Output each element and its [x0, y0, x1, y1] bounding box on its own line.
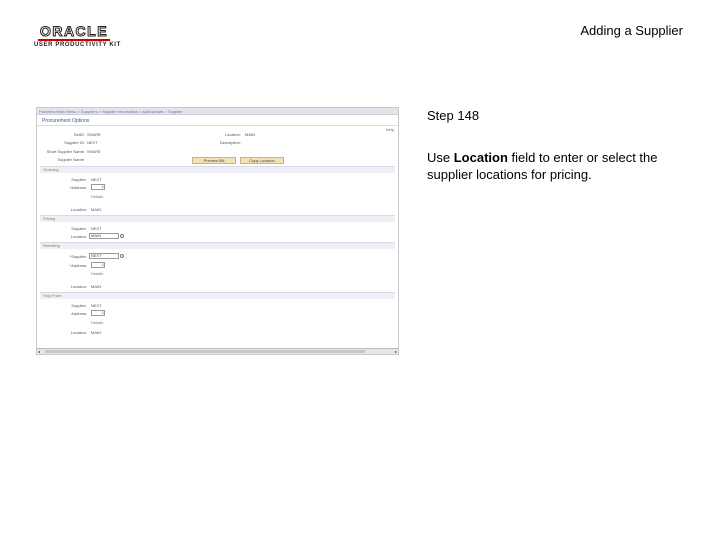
remitting-supplier-label: *Supplier: — [69, 254, 87, 259]
step-number: Step 148 — [427, 108, 480, 123]
application-screenshot — [36, 107, 399, 355]
scroll-left-icon[interactable]: ◂ — [38, 349, 41, 354]
section-remitting: Remitting — [40, 242, 395, 249]
remitting-address-label: *Address: — [69, 263, 87, 268]
preview-bill-button[interactable]: Preview Bill — [192, 157, 236, 164]
location-value: MAIN — [245, 132, 255, 137]
pricing-location-input[interactable]: MAIN — [89, 233, 119, 239]
step-instruction — [427, 149, 697, 183]
setid-label: SetID: — [73, 132, 85, 137]
scroll-right-icon[interactable]: ▸ — [394, 349, 397, 354]
help-link[interactable]: Help — [385, 127, 394, 132]
ordering-address-label: *Address: — [69, 185, 87, 190]
page-title: Adding a Supplier — [580, 23, 683, 38]
remitting-supplier-input[interactable]: NEXT — [89, 253, 119, 259]
short-name-label: Short Supplier Name: — [46, 149, 85, 154]
remitting-address-input[interactable]: 1 — [91, 262, 105, 268]
pricing-supplier-value: NEXT — [91, 226, 102, 231]
supplier-id-value: NEXT — [87, 140, 98, 145]
remitting-details-link[interactable]: Details — [91, 271, 104, 276]
shipfrom-details-link[interactable]: Details — [91, 320, 104, 325]
remitting-location-label: Location: — [70, 284, 87, 289]
divider — [37, 125, 398, 126]
pricing-supplier-label: Supplier: — [71, 226, 87, 231]
ordering-supplier-value: NEXT — [91, 177, 102, 182]
shipfrom-location-value: MAIN — [91, 330, 101, 335]
instruction-text-before: Use — [427, 150, 454, 165]
description-label: Description: — [219, 140, 241, 145]
supplier-id-label: Supplier ID: — [64, 140, 85, 145]
shipfrom-supplier-label: Supplier: — [71, 303, 87, 308]
ordering-location-label: Location: — [70, 207, 87, 212]
lookup-icon[interactable] — [120, 234, 124, 238]
logo-divider — [38, 39, 110, 41]
pricing-location-label: Location: — [70, 234, 87, 239]
instruction-field-name: Location — [453, 150, 508, 165]
lookup-icon[interactable] — [120, 254, 124, 258]
ordering-details-link[interactable]: Details — [91, 194, 104, 199]
supplier-name-label: Supplier Name: — [57, 157, 85, 162]
oracle-upk-logo — [34, 24, 124, 48]
short-name-value: SHARE — [87, 149, 101, 154]
shipfrom-address-label: Address: — [71, 311, 87, 316]
section-pricing: Pricing — [40, 215, 395, 222]
horizontal-scrollbar[interactable] — [37, 348, 398, 354]
instruction-text-after: field to enter or select the supplier locations for pricing. — [427, 150, 658, 182]
page-heading: Procurement Options — [42, 118, 90, 124]
oracle-wordmark: ORACLE — [39, 23, 109, 39]
breadcrumb-nav[interactable]: Favorites Main Menu > Suppliers > Supplier Information > Add/Update > Supplier — [37, 108, 398, 115]
ordering-address-input[interactable]: 1 — [91, 184, 105, 190]
setid-value: SHARE — [87, 132, 101, 137]
copy-location-button[interactable]: Copy Location — [240, 157, 284, 164]
shipfrom-address-input[interactable]: 1 — [91, 310, 105, 316]
location-label: Location: — [224, 132, 241, 137]
upk-wordmark: USER PRODUCTIVITY KIT — [34, 42, 121, 48]
ordering-location-value: MAIN — [91, 207, 101, 212]
remitting-location-value: MAIN — [91, 284, 101, 289]
ordering-supplier-label: Supplier: — [71, 177, 87, 182]
shipfrom-location-label: Location: — [70, 330, 87, 335]
section-ship-from: Ship From — [40, 292, 395, 299]
scroll-thumb[interactable] — [45, 350, 365, 353]
section-ordering: Ordering — [40, 166, 395, 173]
shipfrom-supplier-value: NEXT — [91, 303, 102, 308]
